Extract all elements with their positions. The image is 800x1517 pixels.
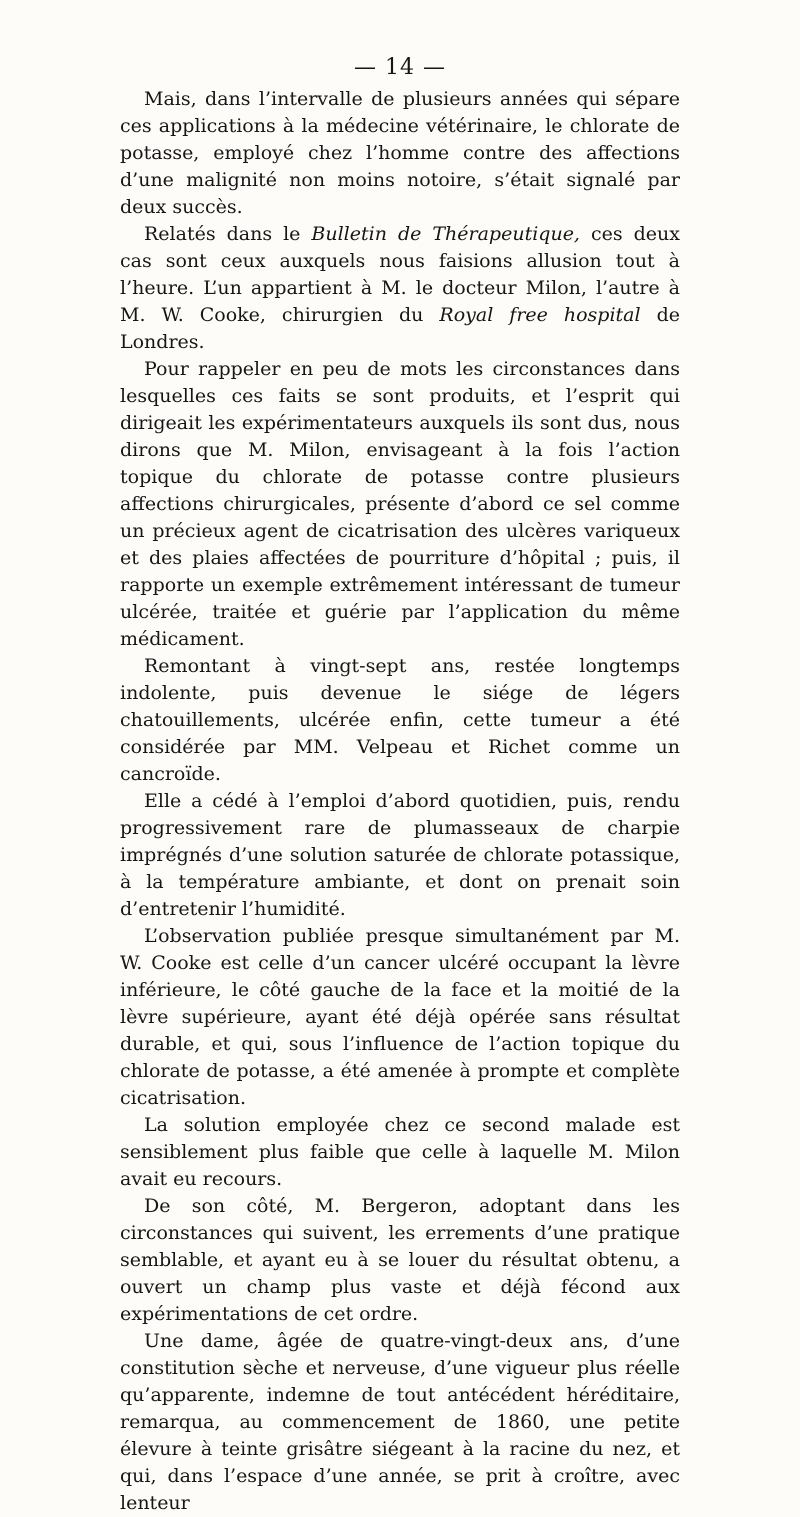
text-segment: Mais, dans l’intervalle de plusieurs années qui sépare ces applications à la médecine vétérinaire, le chlorate de potasse, employé chez l’homme contre des affections d’une malignité non moins notoire, s’était signalé par deux succès.	[120, 88, 680, 218]
paragraph	[120, 1112, 680, 1193]
text-segment: Elle a cédé à l’emploi d’abord quotidien, puis, rendu progressivement rare de plumasseaux de charpie imprégnés d’une solution saturée de chlorate potassique, à la température ambiante, et dont on prenait soin d’entretenir l’humidité.	[120, 790, 680, 920]
paragraph	[120, 1193, 680, 1328]
paragraph	[120, 788, 680, 923]
body-text	[120, 86, 680, 1517]
text-segment: L’observation publiée presque simultanément par M. W. Cooke est celle d’un cancer ulcéré occupant la lèvre inférieure, le côté gauche de la face et la moitié de la lèvre supérieure, ayant été déjà opérée sans résultat durable, et qui, sous l’influence de l’action topique du chlorate de potasse, a été amenée à prompte et complète cicatrisation.	[120, 925, 680, 1109]
paragraph	[120, 221, 680, 356]
paragraph	[120, 923, 680, 1112]
journal-title: Bulletin de Thérapeutique,	[311, 223, 580, 245]
text-segment: de Londres.	[120, 304, 680, 353]
text-segment: De son côté, M. Bergeron, adoptant dans les circonstances qui suivent, les errements d’une pratique semblable, et ayant eu à se louer du résultat obtenu, a ouvert un champ plus vaste et déjà fécond aux expérimentations de cet ordre.	[120, 1195, 680, 1325]
page-number: — 14 —	[354, 55, 446, 80]
paragraph	[120, 653, 680, 788]
text-segment: Pour rappeler en peu de mots les circonstances dans lesquelles ces faits se sont produits, et l’esprit qui dirigeait les expérimentateurs auxquels ils sont dus, nous dirons que M. Milon, envisageant à la fois l’action topique du chlorate de potasse contre plusieurs affections chirurgicales, présente d’abord ce sel comme un précieux agent de cicatrisation des ulcères variqueux et des plaies affectées de pourriture d’hôpital ; puis, il rapporte un exemple extrêmement intéressant de tumeur ulcérée, traitée et guérie par l’application du même médicament.	[120, 358, 680, 650]
text-segment: Une dame, âgée de quatre-vingt-deux ans, d’une constitution sèche et nerveuse, d’une vigueur plus réelle qu’apparente, indemne de tout antécédent héréditaire, remarqua, au commencement de 1860, une petite élevure à teinte grisâtre siégeant à la racine du nez, et qui, dans l’espace d’une année, se prit à croître, avec lenteur	[120, 1330, 680, 1514]
text-segment: ces deux cas sont ceux auxquels nous faisions allusion tout à l’heure. L’un appartient à M. le docteur Milon, l’autre à M. W. Cooke, chirurgien du	[120, 223, 680, 326]
paragraph	[120, 356, 680, 653]
text-segment: Remontant à vingt-sept ans, restée longtemps indolente, puis devenue le siége de légers chatouillements, ulcérée enfin, cette tumeur a été considérée par MM. Velpeau et Richet comme un cancroïde.	[120, 655, 680, 785]
hospital-name: Royal free hospital	[439, 304, 641, 326]
paragraph	[120, 86, 680, 221]
text-segment: La solution employée chez ce second malade est sensiblement plus faible que celle à laquelle M. Milon avait eu recours.	[120, 1114, 680, 1190]
text-segment: Relatés dans le	[144, 223, 312, 245]
paragraph	[120, 1328, 680, 1517]
